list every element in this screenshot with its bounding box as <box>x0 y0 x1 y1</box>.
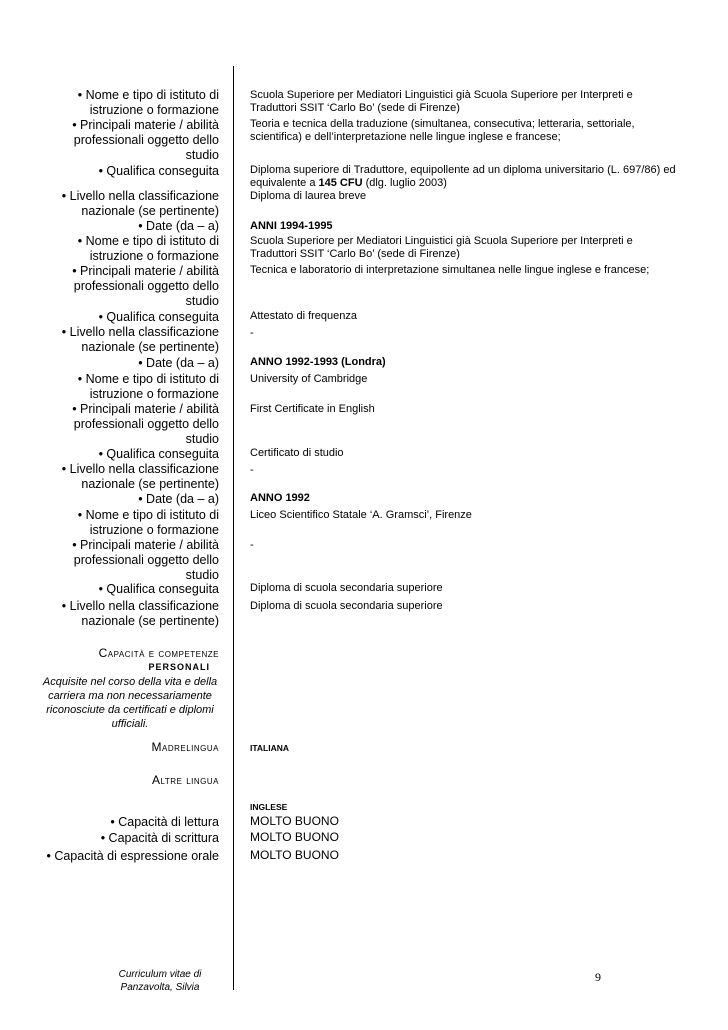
value-materie-1: Teoria e tecnica della traduzione (simultanea, consecutiva; letteraria, settoriale, scientifica) e dell’interpretazione nelle lingue inglese e francese; <box>250 118 635 143</box>
value-livello-1: Diploma di laurea breve <box>250 190 367 202</box>
label-date-3: • Date (da – a) <box>138 356 219 370</box>
value-materie-3: First Certificate in English <box>250 403 375 415</box>
value-lettura: MOLTO BUONO <box>250 814 339 828</box>
value-istituto-1: Scuola Superiore per Mediatori Linguistici già Scuola Superiore per Interpreti e Traduttori SSIT ‘Carlo Bo’ (sede di Firenze) <box>250 89 633 114</box>
value-istituto-3: University of Cambridge <box>250 373 368 385</box>
value-scrittura: MOLTO BUONO <box>250 830 339 844</box>
label-livello-1: • Livello nella classificazione nazionale (se pertinente) <box>61 189 219 218</box>
label-qualifica-4: • Qualifica conseguita <box>98 582 219 596</box>
label-madrelingua: Madrelingua <box>151 740 219 754</box>
label-lettura: • Capacità di lettura <box>110 815 219 829</box>
label-materie-3: • Principali materie / abilità professionali oggetto dello studio <box>72 402 219 446</box>
section-subtitle-personali: PERSONALI <box>148 662 210 672</box>
section-note: Acquisite nel corso della vita e della carriera ma non necessariamente riconosciute da certificati e diplomi ufficiali. <box>42 676 218 730</box>
label-qualifica-2: • Qualifica conseguita <box>98 310 219 324</box>
label-altre-lingua: Altre lingua <box>152 773 219 787</box>
label-livello-3: • Livello nella classificazione nazionale (se pertinente) <box>61 462 219 491</box>
footer-line-2: Panzavolta, Silvia <box>120 982 200 993</box>
value-date-3: ANNO 1992-1993 (Londra) <box>250 356 386 368</box>
label-qualifica-1: • Qualifica conseguita <box>98 164 219 178</box>
value-livello-2: - <box>250 327 254 339</box>
value-lingua-inglese: INGLESE <box>250 802 288 812</box>
value-qualifica-3: Certificato di studio <box>250 447 344 459</box>
value-orale: MOLTO BUONO <box>250 848 339 862</box>
footer-line-1: Curriculum vitae di <box>118 969 202 980</box>
label-scrittura: • Capacità di scrittura <box>100 831 219 845</box>
label-istituto-4: • Nome e tipo di istituto di istruzione o formazione <box>77 508 219 537</box>
value-istituto-4: Liceo Scientifico Statale ‘A. Gramsci’, Firenze <box>250 509 472 521</box>
label-istituto-2: • Nome e tipo di istituto di istruzione o formazione <box>77 234 219 263</box>
label-livello-4: • Livello nella classificazione nazionale (se pertinente) <box>61 599 219 628</box>
value-madrelingua: ITALIANA <box>250 743 290 753</box>
column-divider <box>233 66 234 990</box>
label-date-2: • Date (da – a) <box>138 219 219 233</box>
value-materie-2: Tecnica e laboratorio di interpretazione simultanea nelle lingue inglese e francese; <box>250 264 650 276</box>
value-qualifica-1: Diploma superiore di Traduttore, equipollente ad un diploma universitario (L. 697/86) ed equivalente a 145 CFU (dlg. luglio 2003) <box>250 164 676 189</box>
footer-curriculum <box>100 968 220 994</box>
value-qualifica-2: Attestato di frequenza <box>250 310 358 322</box>
label-materie-2: • Principali materie / abilità professionali oggetto dello studio <box>72 264 219 308</box>
label-date-4: • Date (da – a) <box>138 492 219 506</box>
label-materie-4: • Principali materie / abilità professionali oggetto dello studio <box>72 538 219 582</box>
value-date-2: ANNI 1994-1995 <box>250 220 333 232</box>
label-livello-2: • Livello nella classificazione nazionale (se pertinente) <box>61 325 219 354</box>
label-orale: • Capacità di espressione orale <box>46 849 219 863</box>
value-livello-3: - <box>250 464 254 476</box>
value-date-4: ANNO 1992 <box>250 492 310 504</box>
label-istituto-3: • Nome e tipo di istituto di istruzione o formazione <box>77 372 219 401</box>
label-istituto-1: • Nome e tipo di istituto di istruzione o formazione <box>77 88 219 117</box>
section-title-capacita: Capacità e competenze <box>98 646 219 660</box>
page-number: 9 <box>595 970 601 984</box>
value-livello-4: Diploma di scuola secondaria superiore <box>250 600 443 612</box>
value-qualifica-4: Diploma di scuola secondaria superiore <box>250 582 443 594</box>
value-istituto-2: Scuola Superiore per Mediatori Linguistici già Scuola Superiore per Interpreti e Traduttori SSIT ‘Carlo Bo’ (sede di Firenze) <box>250 235 633 260</box>
label-qualifica-3: • Qualifica conseguita <box>98 447 219 461</box>
label-materie-1: • Principali materie / abilità professionali oggetto dello studio <box>72 118 219 162</box>
value-materie-4: - <box>250 539 254 551</box>
